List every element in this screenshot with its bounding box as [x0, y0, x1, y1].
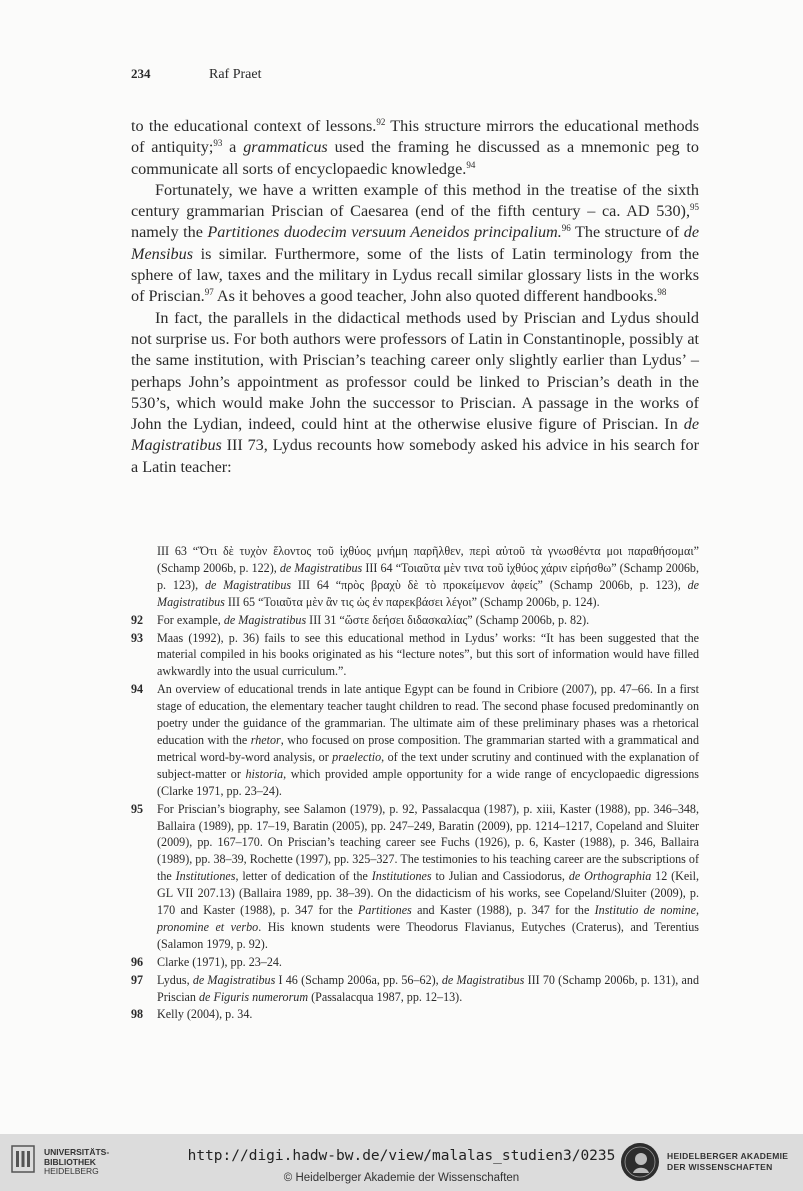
- italic-title: Institutiones: [175, 869, 236, 884]
- footnote-number: 97: [131, 972, 144, 987]
- text-run: III 63 “Ὅτι δὲ τυχὸν ἕλοντος τοῦ ἰχθύος μνήμη παρῆλθεν, περὶ αὐτοῦ τὰ γνωσθέντα μοι παραθήσομαι” (Schamp 2006b, p. 122),: [157, 544, 699, 575]
- text-run: a: [222, 138, 244, 157]
- italic-title: de Figuris numerorum: [199, 989, 309, 1004]
- text-run: used the framing he discussed as a mnemonic peg to communicate all sorts of encyclopaedic knowledge.: [131, 138, 699, 178]
- italic-title: Partitiones: [358, 903, 412, 918]
- footnote-95: [131, 801, 699, 953]
- footnote-98: [131, 1006, 699, 1023]
- footnotes: [131, 543, 699, 1023]
- italic-title: de Mensibus: [131, 223, 699, 263]
- main-text: [131, 116, 699, 478]
- paragraph: [131, 308, 699, 478]
- academy-seal-icon: [620, 1142, 660, 1182]
- text-run: , letter of dedication of the: [235, 869, 372, 884]
- academy-name: [667, 1151, 788, 1172]
- text-run: III 70 (Schamp 2006b, p. 131), and Priscian: [157, 972, 699, 1004]
- text-run: to Julian and Cassiodorus,: [431, 869, 569, 884]
- text-run: Clarke (1971), pp. 23–24.: [157, 954, 282, 969]
- text-run: For example,: [157, 612, 224, 627]
- text-run: , who focused on prose composition. The grammarian started with a grammatical and metrical word-by-word analysis, or: [157, 732, 700, 764]
- footnote-ref[interactable]: 93: [213, 138, 223, 149]
- footnote-number: 95: [131, 801, 144, 816]
- library-name-line: UNIVERSITÄTS-: [44, 1147, 110, 1157]
- italic-title: de Orthographia: [568, 869, 652, 884]
- library-name-line: HEIDELBERG: [44, 1166, 99, 1176]
- footnote-number: 93: [131, 630, 144, 645]
- text-run: , which provided ample opportunity for a wide range of encyclopaedic digressions (Clarke 1971, pp. 23–24).: [157, 766, 700, 798]
- footnote-number: 92: [131, 612, 144, 627]
- text-run: In fact, the parallels in the didactical methods used by Priscian and Lydus should not surprise us. For both authors were professors of Latin in Constantinople, possibly at the same institution, with Priscian’s teaching career only slightly earlier than Lydus’ – perhaps John’s appointment as professor could be linked to Priscian’s death in the 530’s, which would make John the successor to Priscian. A passage in the works of John the Lydian, indeed, could hint at the otherwise elusive figure of Priscian. In: [131, 308, 699, 434]
- text-run: The structure of: [570, 223, 684, 242]
- footnote-92: [131, 612, 699, 629]
- italic-title: de Magistratibus: [131, 415, 699, 455]
- text-run: . His known students were Theodorus Flavianus, Eutyches (Craterus), and Terentius (Salamon 1979, p. 92).: [157, 919, 699, 951]
- text-run: I 46 (Schamp 2006a, pp. 56–62),: [275, 972, 442, 987]
- footnote-96: [131, 954, 699, 971]
- text-run: namely the: [131, 223, 208, 242]
- text-run: An overview of educational trends in late antique Egypt can be found in Cribiore (2007), pp. 47–66. In a first stage of education, the elementary teacher taught children to read. The second phase focused predominantly on poetry under the guidance of the grammarian. The ultimate aim of these preliminary phases was a rhetorical education with the: [157, 682, 699, 747]
- text-run: Lydus,: [157, 972, 193, 987]
- italic-term: praelectio: [332, 749, 382, 764]
- italic-term: grammaticus: [243, 138, 328, 157]
- academy-name-line: DER WISSENSCHAFTEN: [667, 1161, 773, 1172]
- italic-term: rhetor: [250, 732, 281, 747]
- text-run: and Kaster (1988), p. 347 for the: [411, 903, 595, 918]
- footnote-number: 96: [131, 954, 144, 969]
- footnote-ref[interactable]: 98: [657, 287, 667, 298]
- text-run: Fortunately, we have a written example of this method in the treatise of the sixth century grammarian Priscian of Caesarea (end of the fifth century – ca. AD 530),: [131, 180, 699, 221]
- text-run: This structure mirrors the educational methods of antiquity;: [131, 117, 699, 157]
- footnote-94: [131, 681, 699, 799]
- digitization-footer: [0, 1134, 803, 1191]
- italic-title: de Magistratibus: [192, 972, 276, 987]
- text-run: III 64 “πρὸς βραχὺ δὲ τὸ προκείμενον ἀφείς” (Schamp 2006b, p. 123),: [291, 577, 688, 592]
- footnote-97: [131, 972, 699, 1006]
- footnote-ref[interactable]: 94: [466, 159, 476, 170]
- text-run: III 73, Lydus recounts how somebody asked his advice in his search for a Latin teacher:: [131, 436, 699, 476]
- text-run: 12 (Keil, GL VII 207.13) (Ballaira 1989, pp. 38–39). On the didacticism of his works, see Copeland/Sluiter (2009), p. 170 and Kaster (1988), p. 347 for the: [157, 869, 699, 918]
- text-run: to the educational context of lessons.: [131, 117, 377, 135]
- text-run: III 65 “Τοιαῦτα μὲν ἂν τις ὡς ἐν παρεκβάσει λέγοι” (Schamp 2006b, p. 124).: [224, 594, 600, 609]
- text-run: Maas (1992), p. 36) fails to see this educational method in Lydus’ works: “It has been suggested that the material compiled in his books originated as his “lecture notes”, but this sort of information would have filled awkwardly into the usual curriculum.”.: [157, 630, 699, 679]
- italic-term: historia: [245, 766, 284, 781]
- paragraph: [131, 116, 699, 180]
- text-run: Kelly (2004), p. 34.: [157, 1007, 253, 1022]
- italic-title: Partitiones duodecim versuum Aeneidos principalium.: [207, 223, 562, 242]
- text-run: , of the text under scrutiny and continued with the explanation of subject-matter or: [157, 749, 699, 781]
- footnote-ref[interactable]: 96: [561, 223, 571, 234]
- paragraph: [131, 180, 699, 308]
- library-name-line: BIBLIOTHEK: [44, 1156, 96, 1167]
- italic-title: de Magistratibus: [204, 577, 292, 592]
- footnote-ref[interactable]: 95: [690, 202, 699, 213]
- footnote-93: [131, 630, 699, 681]
- italic-title: Institutio de nomine, pronomine et verbo: [157, 903, 699, 934]
- page-number: 234: [131, 66, 151, 81]
- footnote-number: 98: [131, 1007, 144, 1022]
- running-header: [131, 66, 701, 83]
- italic-title: Institutiones: [371, 869, 432, 884]
- footnote-number: 94: [131, 682, 144, 697]
- copyright-notice: © Heidelberger Akademie der Wissenschaften: [283, 1172, 520, 1184]
- running-author: Raf Praet: [209, 67, 262, 82]
- text-run: For Priscian’s biography, see Salamon (1979), p. 92, Passalacqua (1987), p. xiii, Kaster (1988), pp. 346–348, Ballaira (1989), pp. 17–19, Baratin (2005), pp. 247–249, Baratin (2009), pp. 1214–1217, Copeland and Sluiter (2009), pp. 167–170. On Priscian’s teaching career see Fuchs (1926), p. 6, Kaster (1988), p. 346, Ballaira (1989), pp. 38–39, Rochette (1997), pp. 325–327. The testimonies to his teaching career are the subscriptions of the: [157, 801, 699, 884]
- text-run: (Passalacqua 1987, pp. 12–13).: [308, 989, 463, 1004]
- footnote-continuation: [131, 543, 699, 611]
- italic-title: de Magistratibus: [279, 560, 363, 575]
- permalink-url[interactable]: http://digi.hadw-bw.de/view/malalas_studien3/0235: [187, 1148, 616, 1164]
- text-run: is similar. Furthermore, some of the lists of Latin terminology from the sphere of law, taxes and the military in Lydus recall similar glossary lists in the works of Priscian.: [131, 244, 699, 306]
- footnote-ref[interactable]: 97: [204, 287, 214, 298]
- text-run: As it behoves a good teacher, John also quoted different handbooks.: [213, 287, 658, 306]
- text-run: III 64 “Τοιαῦτα μὲν τινα τοῦ ἰχθύος χάριν εἰρήσθω” (Schamp 2006b, p. 123),: [157, 560, 699, 592]
- footnote-ref[interactable]: 92: [376, 117, 386, 127]
- text-run: III 31 “ὥστε δεήσει διδασκαλίας” (Schamp 2006b, p. 82).: [306, 612, 590, 627]
- italic-title: de Magistratibus: [157, 577, 699, 609]
- academy-name-line: HEIDELBERGER AKADEMIE: [667, 1151, 789, 1161]
- italic-title: de Magistratibus: [441, 972, 525, 987]
- italic-title: de Magistratibus: [223, 612, 307, 627]
